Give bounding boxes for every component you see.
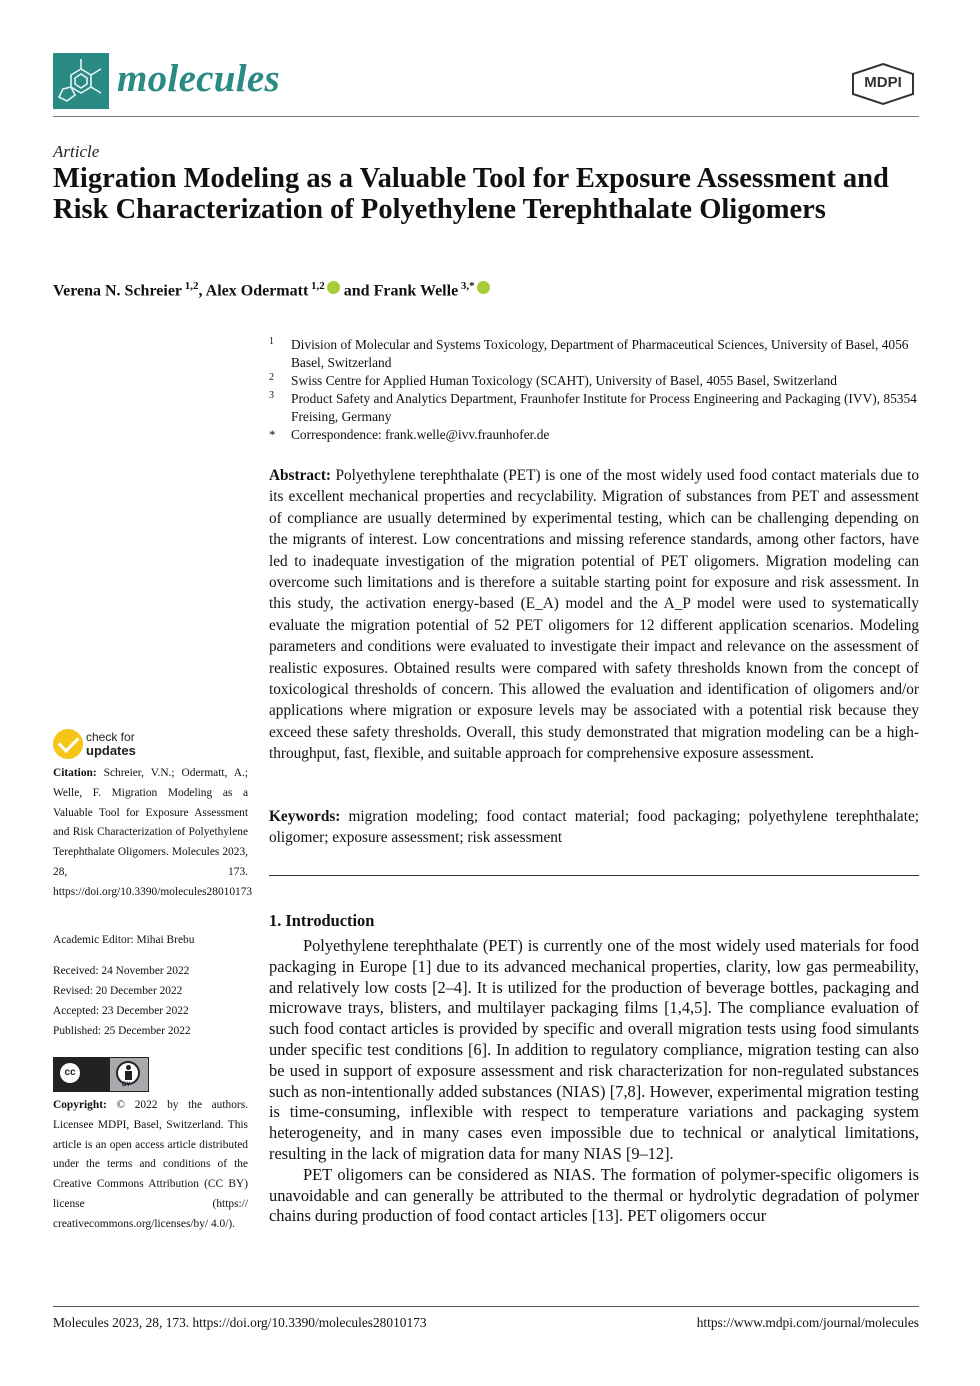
section-heading: 1. Introduction [269,911,375,930]
author-list [53,280,490,300]
affiliation-item [269,390,921,426]
citation-text: Schreier, V.N.; Odermatt, A.; Welle, F. Migration Modeling as a Valuable Tool for Exposure Assessment and Risk Characterization of Polyethylene Terephthalate Oligomers. Molecules 2023, 28, 173. https://doi.org/10.3390/molecules28010173 [53,767,253,898]
author-affiliation: 3,* [460,280,475,292]
copyright-text: © 2022 by the authors. Licensee MDPI, Basel, Switzerland. This article is an open access article distributed under the terms and conditions of the Creative Commons Attribution (CC BY) license (https:// creativecommons.org/licenses/by/ 4.0/). [53,1099,248,1230]
affiliation-number: 1 [269,336,274,347]
correspondence [269,426,921,444]
footer-divider [53,1306,919,1307]
affiliation-item [269,372,921,390]
publisher-name: MDPI [864,74,902,91]
cc-by-label: BY [122,1082,131,1088]
article-title: Migration Modeling as a Valuable Tool for Exposure Assessment and Risk Characterization of Polyethylene Terephthalate Oligomers [53,163,889,225]
copyright-label: Copyright: [53,1099,107,1111]
author-name: Alex Odermatt [205,282,309,300]
author-affiliation: 1,2 [184,280,199,292]
introduction-body [269,936,919,1227]
copyright-block [53,1096,248,1235]
published-date: Published: 25 December 2022 [53,1025,191,1037]
journal-logo-icon [53,53,109,109]
affiliation-text: Swiss Centre for Applied Human Toxicology (SCAHT), University of Basel, 4055 Basel, Switzerland [291,373,837,388]
affiliation-text: Product Safety and Analytics Department, Fraunhofer Institute for Process Engineering and Packaging (IVV), 85354 Freising, Germany [291,391,917,424]
revised-date: Revised: 20 December 2022 [53,985,183,997]
author-name: Frank Welle [373,282,459,300]
updates-label: updates [86,743,136,758]
orcid-icon[interactable] [477,281,490,294]
paragraph: PET oligomers can be considered as NIAS. The formation of polymer-specific oligomers is unavoidable and can generally be attributed to the thermal or hydrolytic degradation of polymer chains during production of food contact articles [13]. PET oligomers occur [269,1164,919,1226]
journal-name: molecules [117,57,281,100]
accepted-date: Accepted: 23 December 2022 [53,1005,189,1017]
author-separator: , [198,282,206,300]
citation-block [53,764,253,903]
affiliation-text: Division of Molecular and Systems Toxicology, Department of Pharmaceutical Sciences, University of Basel, 4056 Basel, Switzerland [291,337,909,370]
affiliation-number: 2 [269,372,274,383]
cc-icon: cc [60,1063,80,1083]
mdpi-logo-icon [849,62,917,106]
orcid-icon[interactable] [327,281,340,294]
cc-license-badge[interactable] [53,1057,149,1092]
paragraph: Polyethylene terephthalate (PET) is currently one of the most widely used materials for food packaging in Europe [1] due to its advanced mechanical properties, clarity, low gas permeability, and relatively low costs [2–4]. It is utilized for the production of beverage bottles, packaging and microwave trays, blisters, and multilayer packaging films [1,4,5]. The compliance evaluation of such food contact articles is provided by specific and overall migration tests using food simulants under specific test conditions [6]. In addition to regulatory compliance, migration testing can also be used in support of exposure assessment and risk characterization for non-regulated substances such as non-intentionally added substances (NIAS) [7,8]. However, experimental migration testing is time-consuming, inflexible with respect to temperature variations and packaging system heterogeneity, and in many cases even impossible due to technical or analytical limitations, resulting in the lack of migration data for many NIAS [9–12]. [269,936,919,1163]
abstract-text: Polyethylene terephthalate (PET) is one of the most widely used food contact materials due to its excellent mechanical properties and recyclability. Migration of substances from PET and assessment of compliance are usually determined by experimental testing, which can be challenging depending on the migrants of interest. Low concentrations and missing reference standards, among other factors, have led to inadequate investigation of the migration potential of PET oligomers. Migration modeling can overcome such limitations and is therefore a suitable starting point for exposure and risk assessment. In this study, the activation energy-based (E_A) model and the A_P model were used to systematically evaluate the migration potential of 52 PET oligomers for 12 different application scenarios. Modeling parameters and conditions were evaluated to investigate their impact and relevance on the assessment of realistic exposures. Obtained results were compared with safety thresholds known from the concept of toxicological thresholds of concern. This allowed the evaluation and identification of oligomers and/or applications where migration or exposure levels may be associated with a potential risk because they exceed these safety thresholds. Overall, this study demonstrated that migration modeling can be a high-throughput, fast, flexible, and suitable approach for comprehensive exposure assessment. [269,467,920,763]
author-name: Verena N. Schreier [53,282,183,300]
affiliation-number: 3 [269,390,274,401]
affiliation-item [269,336,921,372]
check-for-label: check for [86,730,135,744]
footer-journal-link[interactable]: https://www.mdpi.com/journal/molecules [696,1315,919,1330]
abstract [269,465,919,765]
check-icon [53,729,83,759]
section-divider [269,875,919,876]
received-date: Received: 24 November 2022 [53,965,190,977]
article-type: Article [53,142,100,161]
abstract-label: Abstract: [269,467,332,484]
academic-editor: Academic Editor: Mihai Brebu [53,934,195,946]
affiliation-number: * [269,427,276,442]
header-divider [53,116,919,117]
author-separator: and [339,282,374,300]
keywords [269,806,919,849]
keywords-text: migration modeling; food contact material; food packaging; polyethylene terephthalate; oligomer; exposure assessment; risk assessment [269,808,919,847]
author-affiliation: 1,2 [311,280,325,292]
affiliation-text[interactable]: Correspondence: frank.welle@ivv.fraunhofer.de [291,427,550,442]
footer-citation: Molecules 2023, 28, 173. https://doi.org/10.3390/molecules28010173 [53,1315,427,1330]
citation-label: Citation: [53,767,97,779]
keywords-label: Keywords: [269,808,341,825]
